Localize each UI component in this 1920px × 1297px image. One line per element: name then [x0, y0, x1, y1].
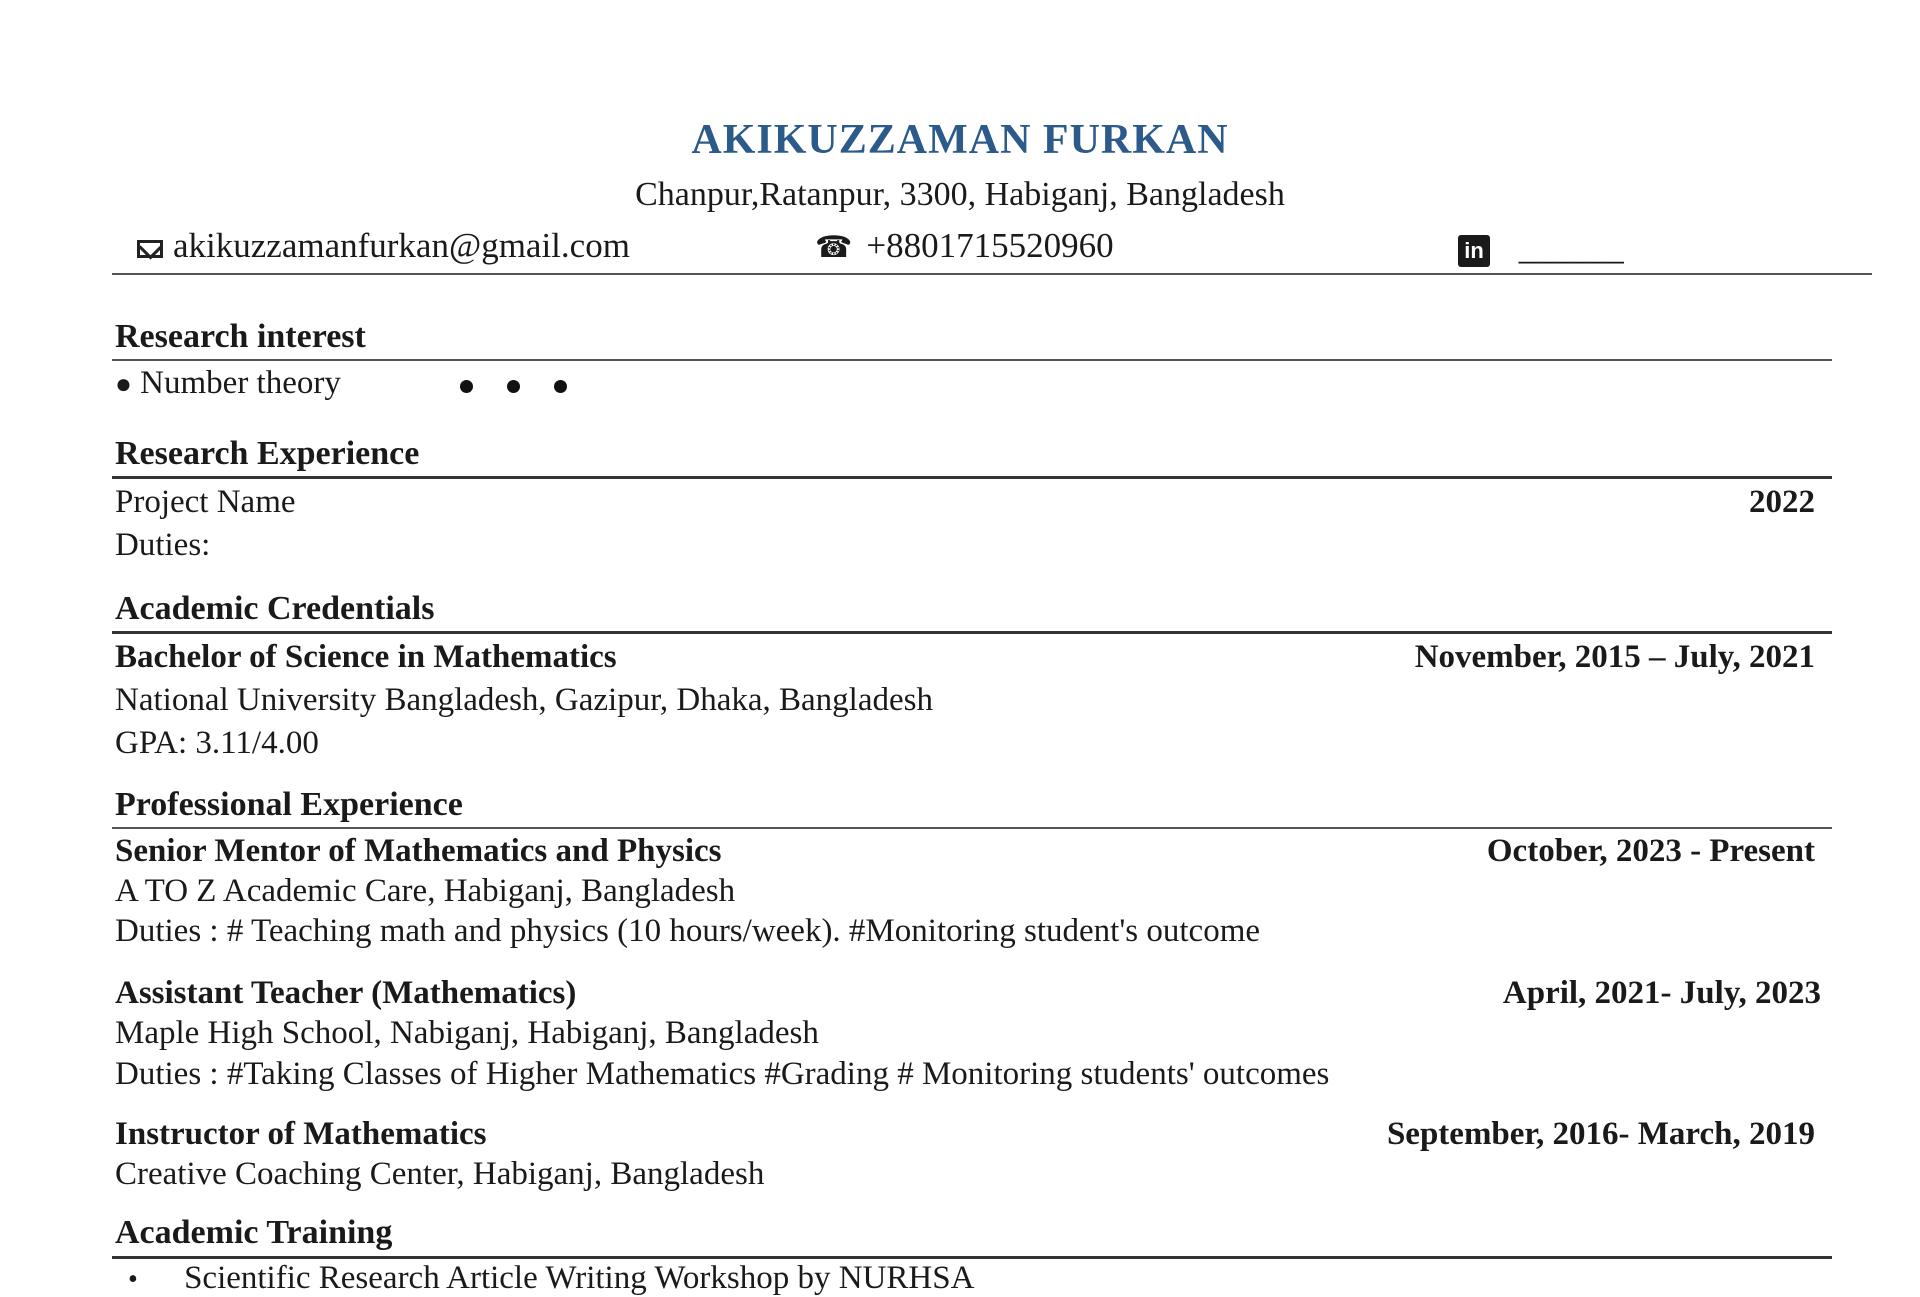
phone-number: +8801715520960: [866, 226, 1114, 265]
job-title: Instructor of Mathematics: [115, 1116, 487, 1152]
phone-icon: ☎: [815, 230, 853, 265]
job-duties: Duties : # Teaching math and physics (10 hours/week). #Monitoring student's outcome: [115, 913, 1261, 949]
degree-institution: National University Bangladesh, Gazipur, Dhaka, Bangladesh: [115, 682, 933, 718]
bullet-icon: [460, 380, 473, 393]
job-organization: Maple High School, Nabiganj, Habiganj, Bangladesh: [115, 1015, 819, 1051]
bullet-icon: [554, 380, 567, 393]
job-dates: April, 2021- July, 2023: [1502, 975, 1821, 1011]
job-organization: A TO Z Academic Care, Habiganj, Bangladesh: [115, 873, 736, 909]
section-heading-academic-training: Academic Training: [115, 1214, 393, 1251]
linkedin-contact: [1458, 228, 1624, 268]
job-dates: October, 2023 - Present: [1486, 833, 1815, 869]
project-year: 2022: [1749, 484, 1815, 520]
address: Chanpur,Ratanpur, 3300, Habiganj, Bangladesh: [635, 176, 1285, 213]
section-divider: [112, 631, 1832, 634]
job-title: Senior Mentor of Mathematics and Physics: [115, 833, 722, 869]
bullet-icon: [507, 380, 520, 393]
project-name: Project Name: [115, 484, 296, 520]
candidate-name: AKIKUZZAMAN FURKAN: [691, 117, 1229, 163]
header-divider: [112, 273, 1872, 275]
section-divider: [112, 1256, 1832, 1259]
section-heading-research-interest: Research interest: [115, 318, 366, 355]
section-divider: [112, 827, 1832, 829]
project-duties: Duties:: [115, 527, 211, 563]
email-contact: [137, 226, 630, 266]
bullet-icon: •: [128, 1264, 138, 1295]
linkedin-icon[interactable]: in: [1458, 235, 1490, 267]
job-duties: Duties : #Taking Classes of Higher Mathematics #Grading # Monitoring students' outcomes: [115, 1056, 1330, 1092]
job-dates: September, 2016- March, 2019: [1386, 1116, 1815, 1152]
section-heading-research-experience: Research Experience: [115, 435, 420, 472]
empty-bullets: [460, 380, 567, 398]
list-item: ● Number theory: [115, 365, 341, 401]
job-title: Assistant Teacher (Mathematics): [115, 975, 577, 1011]
bullet-icon: ●: [115, 369, 132, 400]
envelope-icon: [137, 240, 163, 258]
degree-gpa: GPA: 3.11/4.00: [115, 725, 319, 761]
linkedin-url[interactable]: ______: [1518, 228, 1624, 267]
section-divider: [112, 476, 1832, 479]
phone-contact: [815, 226, 1114, 266]
email-address[interactable]: akikuzzamanfurkan@gmail.com: [173, 226, 630, 265]
list-item: • Scientific Research Article Writing Workshop by NURHSA: [128, 1260, 975, 1296]
section-heading-professional-experience: Professional Experience: [115, 786, 463, 823]
degree-title: Bachelor of Science in Mathematics: [115, 639, 617, 675]
section-divider: [112, 359, 1832, 361]
job-organization: Creative Coaching Center, Habiganj, Bangladesh: [115, 1156, 765, 1192]
section-heading-academic-credentials: Academic Credentials: [115, 590, 435, 627]
degree-dates: November, 2015 – July, 2021: [1414, 639, 1815, 675]
